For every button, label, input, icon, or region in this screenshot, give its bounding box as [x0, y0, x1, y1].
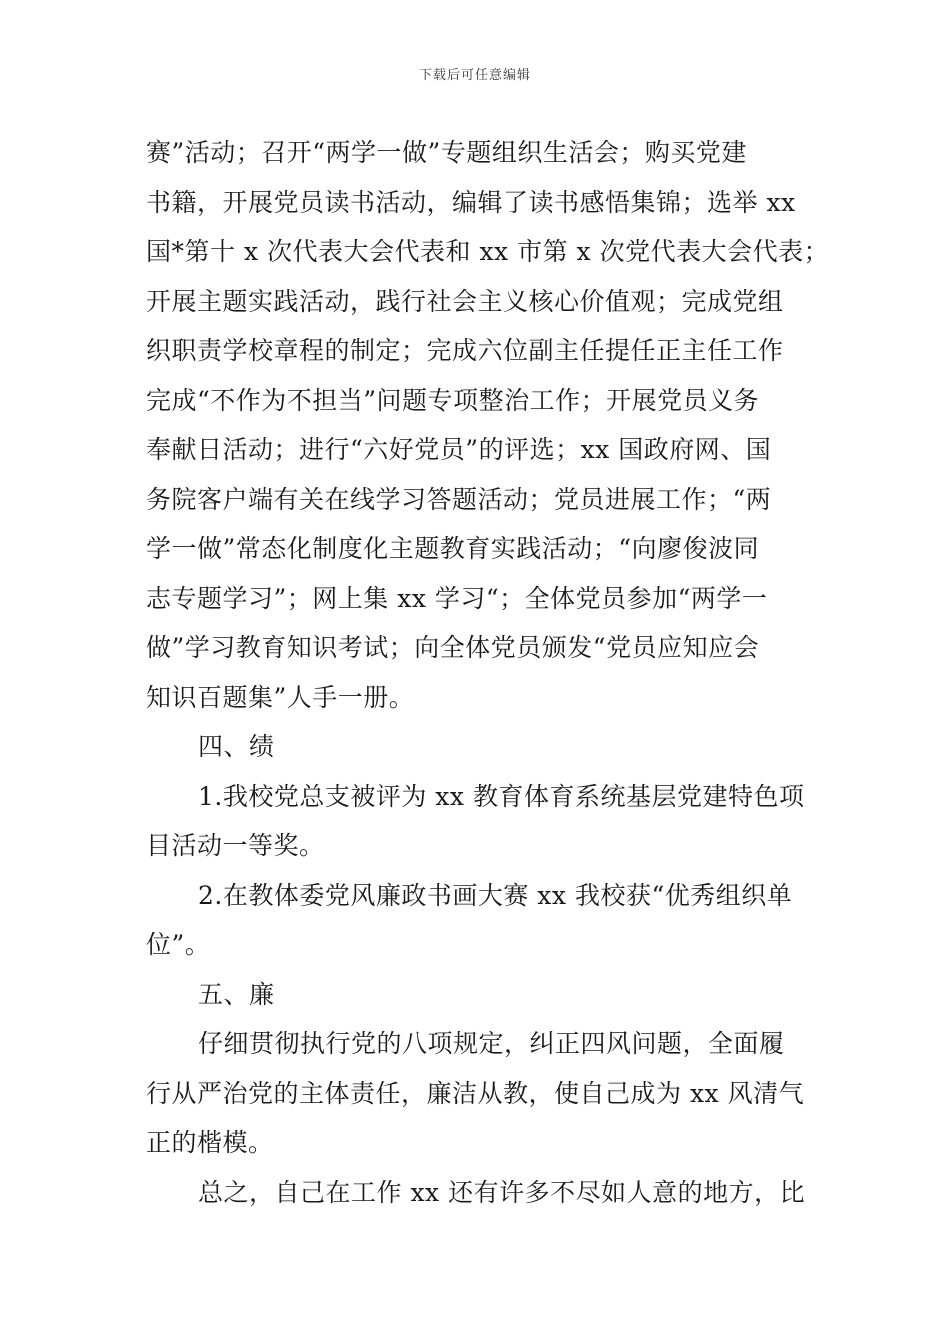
section-heading-achievements: 四、绩 — [198, 732, 275, 761]
text-line: 开展主题实践活动，践行社会主义核心价值观；完成党组 — [146, 286, 784, 316]
text-line: 织职责学校章程的制定；完成六位副主任提任正主任工作 — [146, 336, 784, 365]
text-line: 完成“不作为不担当”问题专项整治工作；开展党员义务 — [146, 385, 760, 415]
text-line: 志专题学习”；网上集 xx 学习“；全体党员参加“两学一 — [146, 583, 768, 613]
text-line: 1.我校党总支被评为 xx 教育体育系统基层党建特色项 — [198, 781, 805, 811]
text-line: 做”学习教育知识考试；向全体党员颁发“党员应知应会 — [146, 633, 760, 662]
text-line: 学一做”常态化制度化主题教育实践活动；“向廖俊波同 — [146, 534, 760, 563]
text-line: 书籍，开展党员读书活动，编辑了读书感悟集锦；选举 xx — [146, 187, 796, 217]
section-heading-integrity: 五、廉 — [198, 979, 275, 1009]
conclusion-paragraph — [146, 1168, 816, 1218]
text-line: 国*第十 x 次代表大会代表和 xx 市第 x 次党代表大会代表； — [146, 237, 830, 266]
text-line: 总之，自己在工作 xx 还有许多不尽如人意的地方，比 — [198, 1177, 806, 1207]
text-line: 位”。 — [146, 930, 211, 959]
achievement-item-1 — [146, 772, 816, 871]
document-body — [146, 128, 830, 1217]
text-line: 奉献日活动；进行“六好党员”的评选；xx 国政府网、国 — [146, 435, 772, 464]
text-line: 正的楷模。 — [146, 1128, 274, 1157]
text-line: 务院客户端有关在线学习答题活动；党员进展工作；“两 — [146, 484, 772, 514]
achievement-item-2 — [146, 871, 816, 970]
text-line: 2.在教体委党风廉政书画大赛 xx 我校获“优秀组织单 — [198, 880, 793, 910]
page-header-note: 下载后可任意编辑 — [418, 68, 531, 83]
text-line: 赛”活动；召开“两学一做”专题组织生活会；购买党建 — [146, 138, 747, 167]
activities-paragraph — [146, 128, 830, 722]
text-line: 目活动一等奖。 — [146, 831, 325, 860]
text-line: 行从严治党的主体责任，廉洁从教，使自己成为 xx 风清气 — [146, 1078, 805, 1108]
text-line: 知识百题集”人手一册。 — [146, 682, 415, 712]
integrity-paragraph — [146, 1019, 816, 1168]
text-line: 仔细贯彻执行党的八项规定，纠正四风问题，全面履 — [198, 1029, 785, 1058]
